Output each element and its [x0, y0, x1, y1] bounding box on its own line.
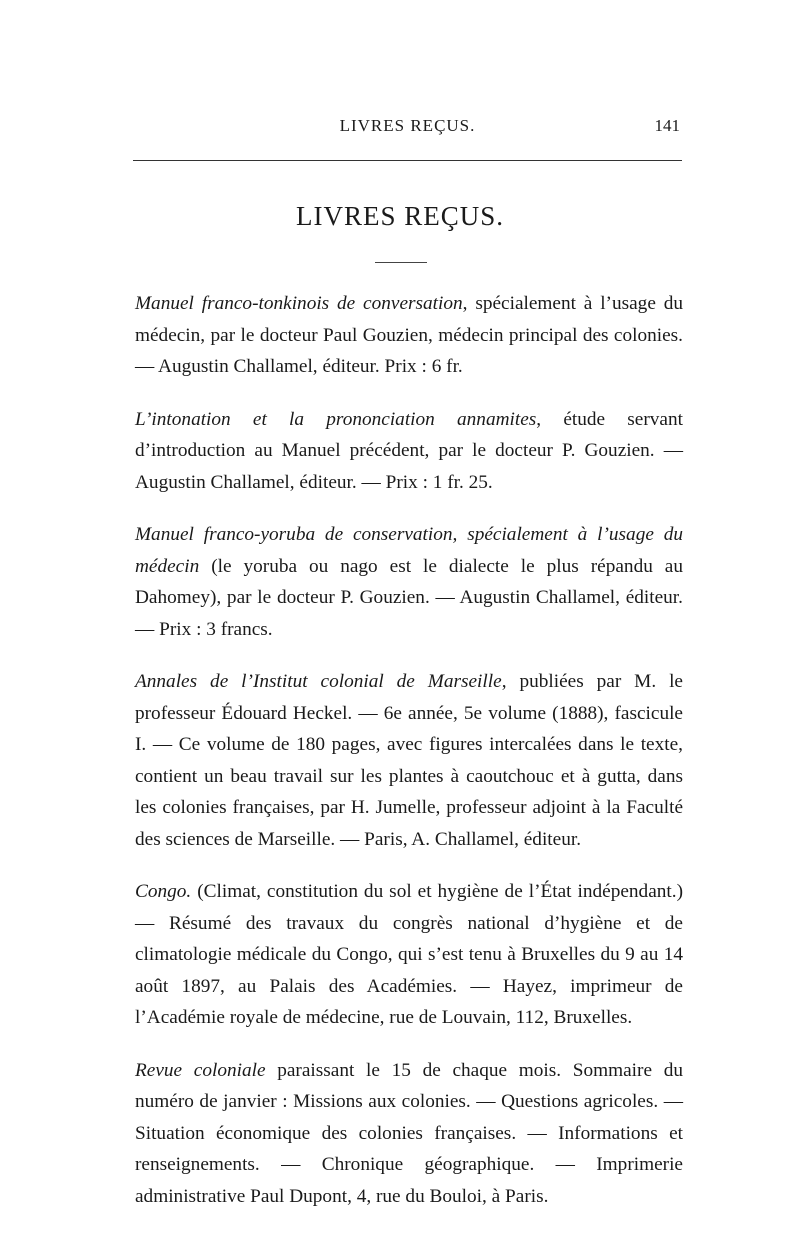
book-entry	[135, 876, 683, 1034]
book-entry	[135, 519, 683, 645]
book-entry	[135, 288, 683, 383]
book-entry	[135, 404, 683, 499]
running-title: LIVRES REÇUS.	[339, 116, 476, 135]
book-description: , spécialement à l’usage du médecin, par le docteur Paul Gouzien, médecin principal des colonies. — Augustin Challamel, éditeur. Prix : 6 fr.	[135, 293, 683, 377]
book-title: Annales de l’Institut colonial de Marseille	[135, 671, 502, 692]
book-title: Revue coloniale	[135, 1059, 266, 1081]
book-title: Manuel franco-tonkinois de conversation	[135, 293, 463, 314]
title-divider	[375, 262, 427, 263]
book-title: L’intonation et la prononciation annamites	[135, 408, 537, 430]
book-entry	[135, 1055, 683, 1213]
book-title: Manuel franco-yoruba de conservation, spécialement à l’usage du médecin	[135, 524, 683, 577]
book-description: , publiées par M. le professeur Édouard Heckel. — 6e année, 5e volume (1888), fascicule I. — Ce volume de 180 pages, avec figures intercalées dans le texte, contient un beau travail sur les plantes à caoutchouc et à gutta, dans les colonies françaises, par H. Jumelle, professeur adjoint à la Faculté des sciences de Marseille. — Paris, A. Challamel, éditeur.	[135, 671, 683, 850]
book-description: (Climat, constitution du sol et hygiène de l’État indépendant.) — Résumé des travaux du congrès national d’hygiène et de climatologie médicale du Congo, qui s’est tenu à Bruxelles du 9 au 14 août 1897, au Palais des Académies. — Hayez, imprimeur de l’Académie royale de médecine, rue de Louvain, 112, Bruxelles.	[135, 881, 683, 1028]
book-description: , étude servant d’introduction au Manuel précédent, par le docteur P. Gouzien. — Augustin Challamel, éditeur. — Prix : 1 fr. 25.	[135, 408, 683, 493]
page-number: 141	[654, 116, 680, 135]
book-description: (le yoruba ou nago est le dialecte le plus répandu au Dahomey), par le docteur P. Gouzien. — Augustin Challamel, éditeur. — Prix : 3 francs.	[135, 555, 683, 640]
book-description: paraissant le 15 de chaque mois. Sommaire du numéro de janvier : Missions aux colonies. — Questions agricoles. — Situation économique des colonies françaises. — Informations et renseignements. — Chronique géographique. — Imprimerie administrative Paul Dupont, 4, rue du Bouloi, à Paris.	[135, 1059, 683, 1207]
header-divider	[133, 160, 682, 161]
book-list	[135, 288, 683, 1233]
running-head	[135, 116, 680, 140]
book-title: Congo.	[135, 881, 192, 902]
book-entry	[135, 666, 683, 855]
section-title: LIVRES REÇUS.	[295, 201, 505, 231]
